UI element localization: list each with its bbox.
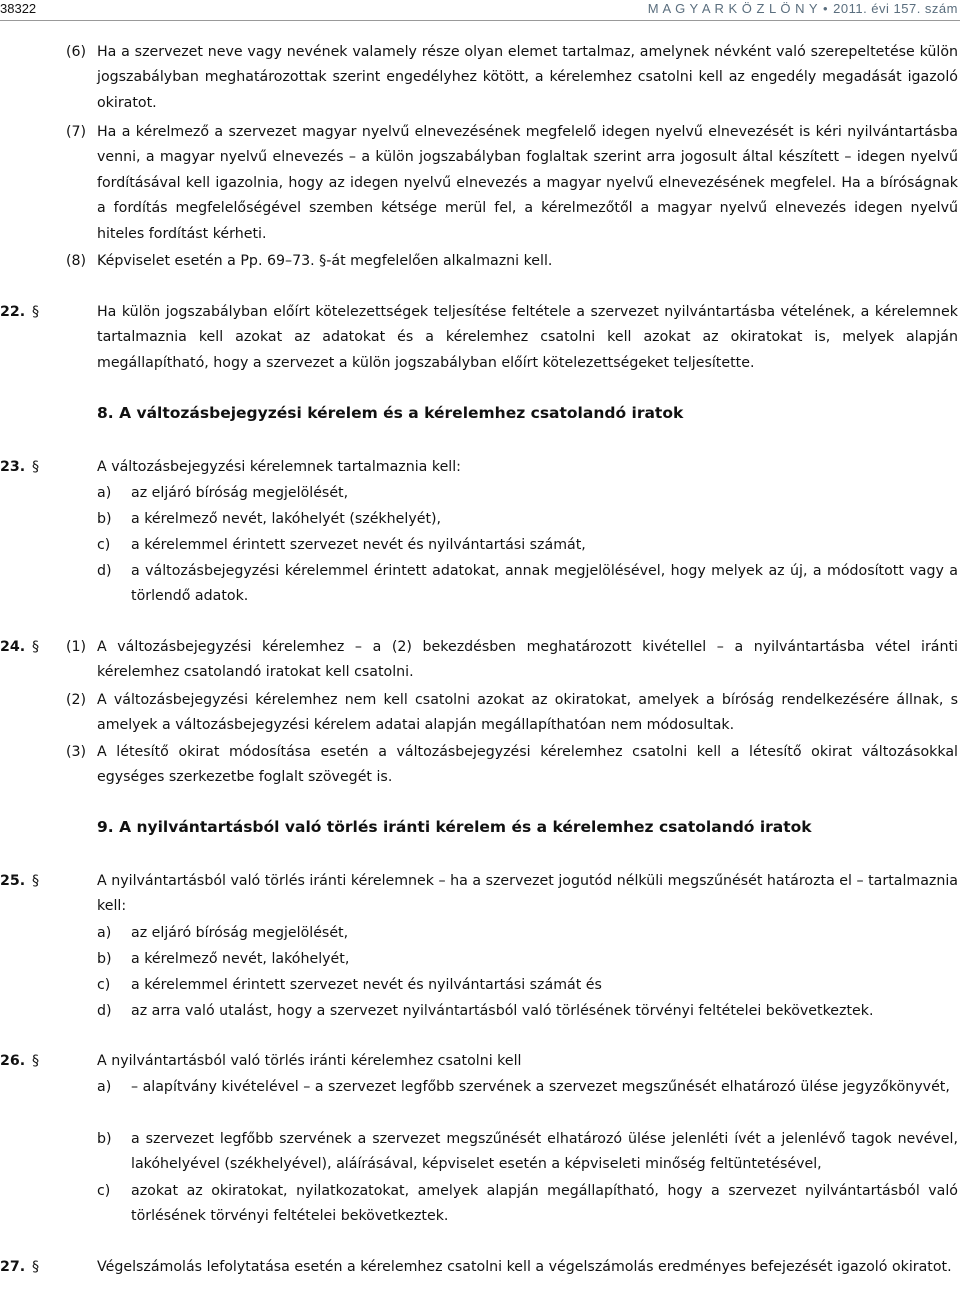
list-text: az arra való utalást, hogy a szervezet nyilvántartásból való törlésének törvényi feltételei bekövetkeztek. — [131, 1003, 874, 1019]
list-text: a kérelemmel érintett szervezet nevét és nyilvántartási számát, — [131, 537, 586, 553]
paragraph-number: (7) — [66, 124, 87, 140]
section-text: A változásbejegyzési kérelemhez – a (2) bekezdésben meghatározott kivétellel – a nyilvántartásba vétel iránti kérelemhez csatolandó iratokat kell csatolni. — [97, 639, 958, 681]
list-text: azokat az okiratokat, nyilatkozatokat, amelyek alapján megállapítható, hogy a szervezet nyilvántartásból való törlésének törvényi feltételei bekövetkeztek. — [131, 1183, 958, 1225]
paragraph-number: (8) — [66, 253, 87, 269]
section-symbol: § — [32, 1053, 40, 1069]
section-text: A nyilvántartásból való törlés iránti kérelemnek – ha a szervezet jogutód nélküli megszűnését határozta el – tartalmaznia kell: — [97, 873, 958, 915]
list-label: b) — [97, 511, 112, 527]
page-number: 38322 — [0, 1, 37, 16]
section-number: 23. — [0, 459, 26, 475]
section-number: 22. — [0, 304, 26, 320]
paragraph-number: (3) — [66, 744, 87, 760]
list-label: a) — [97, 485, 112, 501]
publication-header: M A G Y A R K Ö Z L Ö N Y • 2011. évi 157. szám — [647, 1, 958, 16]
paragraph-text: Ha a kérelmező a szervezet magyar nyelvű elnevezésének megfelelő idegen nyelvű elnevezését is kéri nyilvántartásba venni, a magyar nyelvű elnevezés – a külön jogszabályban foglaltak szerint arra jogosult által készített – idegen nyelvű fordításával kell igazolnia, hogy az idegen nyelvű elnevezés a magyar nyelvű elnevezésének megfelel. Ha a bíróságnak a fordítás megfelelőségével szemben kétsége merül fel, a kérelmezőtől a magyar nyelvű elnevezés idegen nyelvű hiteles fordítást kérheti. — [97, 124, 958, 242]
publication-title: M A G Y A R K Ö Z L Ö N Y — [647, 1, 819, 16]
list-text: a szervezet legfőbb szervének a szervezet megszűnését elhatározó ülése jelenléti ívét a jelenlévő tagok nevével, lakóhelyével (székhelyével), aláírásával, képviselet esetén a képviseleti minőség feltüntetésével, — [131, 1131, 958, 1173]
paragraph-text: A létesítő okirat módosítása esetén a változásbejegyzési kérelemhez csatolni kell a létesítő okirat változásokkal egységes szerkezetbe foglalt szövegét is. — [97, 744, 958, 786]
chapter-heading-8: 8. A változásbejegyzési kérelem és a kérelemhez csatolandó iratok — [97, 404, 684, 422]
paragraph-number: (1) — [66, 639, 87, 655]
paragraph-text: Ha a szervezet neve vagy nevének valamely része olyan elemet tartalmaz, amelynek névként való szerepeltetése külön jogszabályban meghatározottak szerint engedélyhez kötött, a kérelemhez csatolni kell az engedély megadását igazoló okiratot. — [97, 44, 958, 111]
paragraph-text: Képviselet esetén a Pp. 69–73. §-át megfelelően alkalmazni kell. — [97, 253, 553, 269]
list-text: az eljáró bíróság megjelölését, — [131, 925, 349, 941]
list-text: a kérelemmel érintett szervezet nevét és nyilvántartási számát és — [131, 977, 602, 993]
paragraph-number: (2) — [66, 692, 87, 708]
list-label: b) — [97, 951, 112, 967]
section-symbol: § — [32, 1259, 40, 1275]
list-text: a változásbejegyzési kérelemmel érintett adatokat, annak megjelölésével, hogy melyek az új, a módosított vagy a törlendő adatok. — [131, 563, 958, 605]
section-text: A változásbejegyzési kérelemnek tartalmaznia kell: — [97, 459, 461, 475]
list-label: c) — [97, 1183, 111, 1199]
list-text: az eljáró bíróság megjelölését, — [131, 485, 349, 501]
section-symbol: § — [32, 304, 40, 320]
list-label: a) — [97, 925, 112, 941]
paragraph-number: (6) — [66, 44, 87, 60]
section-number: 24. — [0, 639, 26, 655]
section-text: Végelszámolás lefolytatása esetén a kérelemhez csatolni kell a végelszámolás eredményes befejezését igazoló okiratot. — [97, 1259, 952, 1275]
list-label: c) — [97, 977, 111, 993]
list-text: a kérelmező nevét, lakóhelyét, — [131, 951, 350, 967]
section-number: 26. — [0, 1053, 26, 1069]
section-text: Ha külön jogszabályban előírt kötelezettségek teljesítése feltétele a szervezet nyilvántartásba vételének, a kérelemnek tartalmaznia kell azokat az adatokat és a kérelemhez csatolni kell azokat az okiratokat is, melyek alapján megállapítható, hogy a szervezet a külön jogszabályban előírt kötelezettségeket teljesítette. — [97, 304, 958, 371]
section-symbol: § — [32, 873, 40, 889]
list-text: a kérelmező nevét, lakóhelyét (székhelyét), — [131, 511, 442, 527]
list-label: d) — [97, 563, 112, 579]
section-symbol: § — [32, 459, 40, 475]
page-header — [0, 0, 960, 21]
list-text: – alapítvány kivételével – a szervezet legfőbb szervének a szervezet megszűnését elhatározó ülése jegyzőkönyvét, — [131, 1079, 950, 1095]
section-number: 27. — [0, 1259, 26, 1275]
section-symbol: § — [32, 639, 40, 655]
chapter-heading-9: 9. A nyilvántartásból való törlés iránti kérelem és a kérelemhez csatolandó iratok — [97, 818, 812, 836]
list-label: a) — [97, 1079, 112, 1095]
section-number: 25. — [0, 873, 26, 889]
section-text: A nyilvántartásból való törlés iránti kérelemhez csatolni kell — [97, 1053, 522, 1069]
list-label: d) — [97, 1003, 112, 1019]
list-label: c) — [97, 537, 111, 553]
list-label: b) — [97, 1131, 112, 1147]
issue-number: 2011. évi 157. szám — [833, 1, 958, 16]
paragraph-text: A változásbejegyzési kérelemhez nem kell csatolni azokat az okiratokat, amelyek a bíróság rendelkezésére állnak, s amelyek a változásbejegyzési kérelem adatai alapján megállapíthatóan nem módosultak. — [97, 692, 958, 734]
